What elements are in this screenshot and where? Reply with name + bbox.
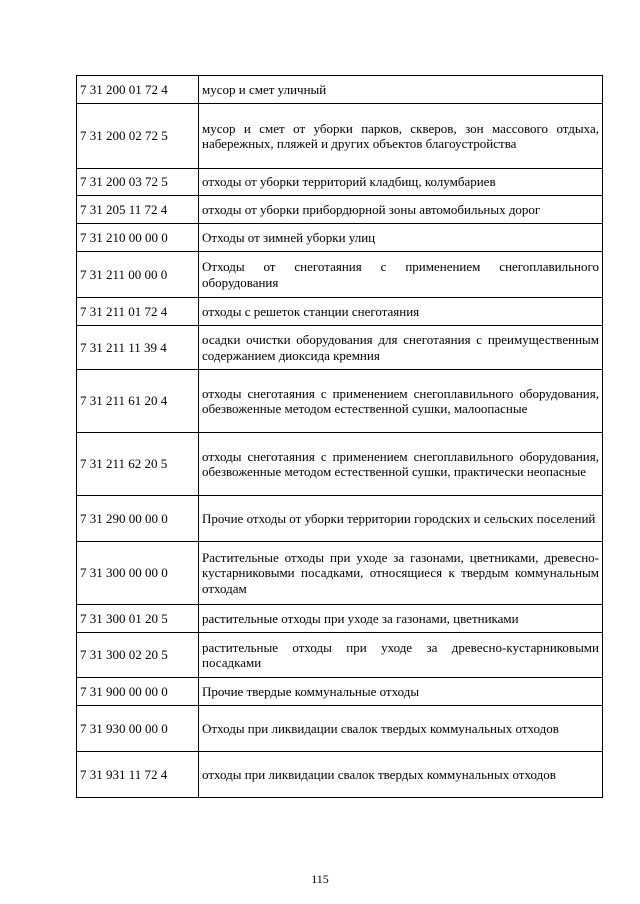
table-row bbox=[77, 633, 603, 678]
waste-name-cell: Прочие твердые коммунальные отходы bbox=[199, 678, 603, 706]
waste-code-cell: 7 31 210 00 00 0 bbox=[77, 224, 199, 252]
waste-name-cell: Растительные отходы при уходе за газонами, цветниками, древесно-кустарниковыми посадками, относящиеся к твердым коммунальным отходам bbox=[199, 542, 603, 605]
waste-name-cell: Отходы при ликвидации свалок твердых коммунальных отходов bbox=[199, 706, 603, 752]
table-row bbox=[77, 433, 603, 496]
waste-code-cell: 7 31 200 01 72 4 bbox=[77, 76, 199, 104]
page-number: 115 bbox=[311, 872, 329, 886]
waste-name-cell: отходы от уборки территорий кладбищ, колумбариев bbox=[199, 169, 603, 196]
table-row bbox=[77, 298, 603, 326]
waste-name-cell: осадки очистки оборудования для снеготаяния с преимущественным содержанием диоксида кремния bbox=[199, 326, 603, 370]
waste-name-cell: отходы при ликвидации свалок твердых коммунальных отходов bbox=[199, 752, 603, 798]
waste-code-cell: 7 31 300 00 00 0 bbox=[77, 542, 199, 605]
waste-code-cell: 7 31 211 11 39 4 bbox=[77, 326, 199, 370]
waste-code-table bbox=[76, 75, 603, 798]
waste-code-cell: 7 31 200 03 72 5 bbox=[77, 169, 199, 196]
waste-code-cell: 7 31 900 00 00 0 bbox=[77, 678, 199, 706]
waste-code-cell: 7 31 211 62 20 5 bbox=[77, 433, 199, 496]
table-row bbox=[77, 224, 603, 252]
table-row bbox=[77, 542, 603, 605]
waste-code-cell: 7 31 200 02 72 5 bbox=[77, 104, 199, 169]
waste-name-cell: отходы от уборки прибордюрной зоны автомобильных дорог bbox=[199, 196, 603, 224]
waste-code-cell: 7 31 211 01 72 4 bbox=[77, 298, 199, 326]
waste-code-cell: 7 31 211 61 20 4 bbox=[77, 370, 199, 433]
waste-name-cell: Отходы от снеготаяния с применением снегоплавильного оборудования bbox=[199, 252, 603, 298]
waste-code-cell: 7 31 930 00 00 0 bbox=[77, 706, 199, 752]
waste-code-cell: 7 31 290 00 00 0 bbox=[77, 496, 199, 542]
waste-name-cell: мусор и смет от уборки парков, скверов, зон массового отдыха, набережных, пляжей и других объектов благоустройства bbox=[199, 104, 603, 169]
waste-code-table-body bbox=[77, 76, 603, 798]
waste-code-cell: 7 31 931 11 72 4 bbox=[77, 752, 199, 798]
table-row bbox=[77, 678, 603, 706]
waste-name-cell: отходы снеготаяния с применением снегоплавильного оборудования, обезвоженные методом естественной сушки, практически неопасные bbox=[199, 433, 603, 496]
waste-name-cell: растительные отходы при уходе за древесно-кустарниковыми посадками bbox=[199, 633, 603, 678]
waste-code-cell: 7 31 211 00 00 0 bbox=[77, 252, 199, 298]
waste-name-cell: растительные отходы при уходе за газонами, цветниками bbox=[199, 605, 603, 633]
table-row bbox=[77, 605, 603, 633]
table-row bbox=[77, 104, 603, 169]
waste-name-cell: Отходы от зимней уборки улиц bbox=[199, 224, 603, 252]
waste-name-cell: отходы с решеток станции снеготаяния bbox=[199, 298, 603, 326]
table-row bbox=[77, 252, 603, 298]
table-row bbox=[77, 752, 603, 798]
waste-code-cell: 7 31 300 02 20 5 bbox=[77, 633, 199, 678]
table-row bbox=[77, 76, 603, 104]
table-row bbox=[77, 196, 603, 224]
table-row bbox=[77, 370, 603, 433]
waste-code-cell: 7 31 300 01 20 5 bbox=[77, 605, 199, 633]
waste-name-cell: Прочие отходы от уборки территории городских и сельских поселений bbox=[199, 496, 603, 542]
waste-name-cell: мусор и смет уличный bbox=[199, 76, 603, 104]
table-row bbox=[77, 496, 603, 542]
table-row bbox=[77, 169, 603, 196]
waste-name-cell: отходы снеготаяния с применением снегоплавильного оборудования, обезвоженные методом естественной сушки, малоопасные bbox=[199, 370, 603, 433]
table-row bbox=[77, 706, 603, 752]
table-row bbox=[77, 326, 603, 370]
waste-code-cell: 7 31 205 11 72 4 bbox=[77, 196, 199, 224]
